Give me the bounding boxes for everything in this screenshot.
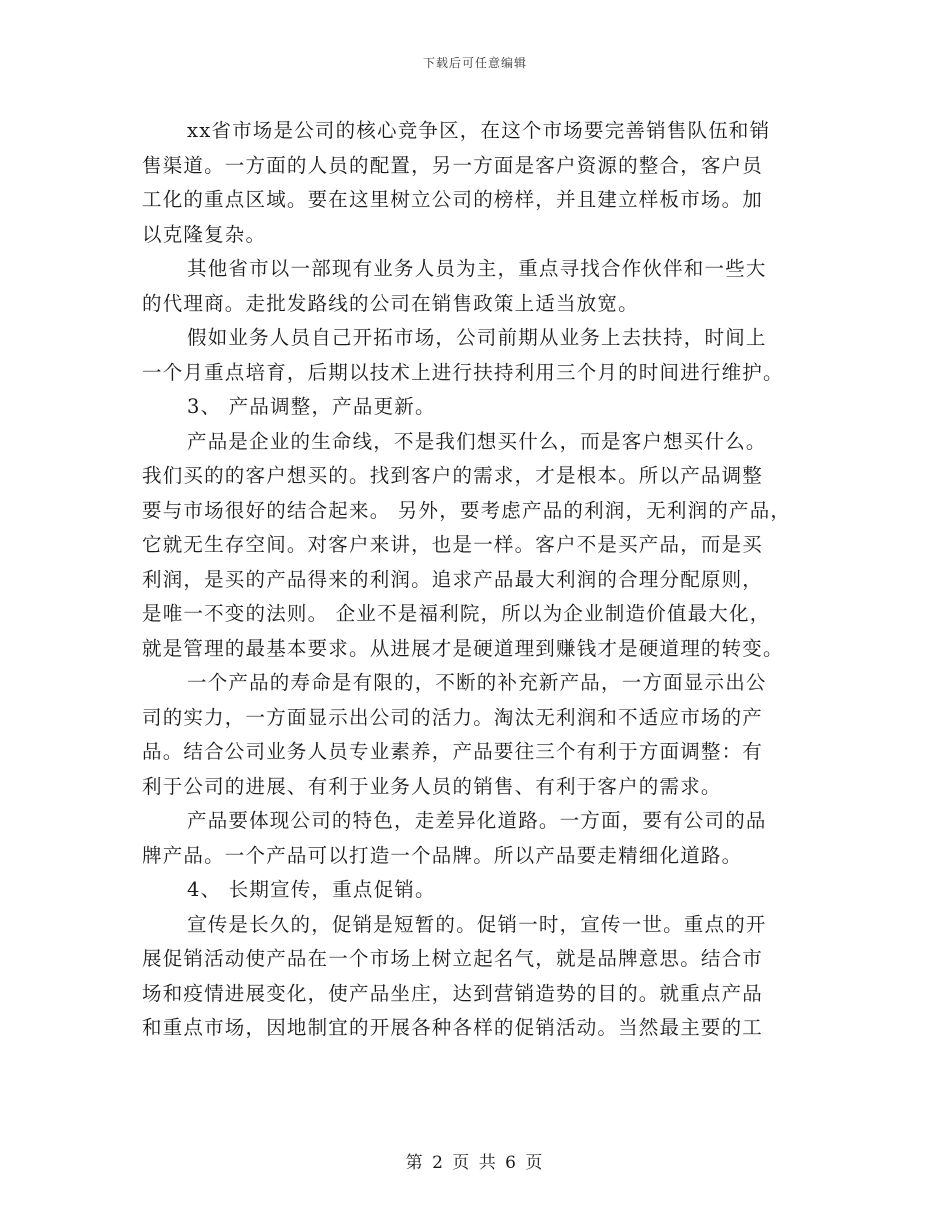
text-line: 我们买的的客户想买的。找到客户的需求，才是根本。所以产品调整 (142, 464, 764, 487)
text-line: 是唯一不变的法则。 企业不是福利院，所以为企业制造价值最大化， (142, 602, 771, 625)
document-body (142, 114, 822, 1046)
text-line: 以克隆复杂。 (142, 222, 267, 246)
text-line: 场和疫情进展变化，使产品坐庄，达到营销造势的目的。就重点产品 (142, 981, 764, 1005)
text-line: 要与市场很好的结合起来。 另外，要考虑产品的利润，无利润的产品， (142, 498, 792, 522)
text-line: 利于公司的进展、有利于业务人员的销售、有利于客户的需求。 (142, 774, 722, 798)
text-line: 工化的重点区域。要在这里树立公司的榜样，并且建立样板市场。加 (142, 188, 764, 211)
text-line: 一个产品的寿命是有限的，不断的补充新产品，一方面显示出公 (187, 671, 767, 694)
text-line: 假如业务人员自己开拓市场，公司前期从业务上去扶持，时间上 (187, 326, 767, 349)
page-footer: 第 2 页 共 6 页 (405, 1153, 545, 1173)
text-line: 的代理商。走批发路线的公司在销售政策上适当放宽。 (142, 291, 639, 315)
text-line: 一个月重点培育，后期以技术上进行扶持利用三个月的时间进行维护。 (142, 360, 784, 384)
text-line: 售渠道。一方面的人员的配置，另一方面是客户资源的整合，客户员 (142, 153, 764, 177)
text-line: 产品要体现公司的特色，走差异化道路。一方面，要有公司的品 (187, 809, 767, 832)
text-line: 产品是企业的生命线，不是我们想买什么，而是客户想买什么。 (187, 429, 767, 453)
text-line: 和重点市场，因地制宜的开展各种各样的促销活动。当然最主要的工 (142, 1016, 764, 1039)
text-line: 其他省市以一部现有业务人员为主，重点寻找合作伙伴和一些大 (187, 257, 767, 280)
text-line: 牌产品。一个产品可以打造一个品牌。所以产品要走精细化道路。 (142, 843, 743, 867)
text-line: 3、 产品调整，产品更新。 (187, 395, 436, 418)
text-line: xx省市场是公司的核心竞争区，在这个市场要完善销售队伍和销 (187, 119, 771, 142)
text-line: 4、 长期宣传，重点促销。 (187, 878, 436, 901)
text-line: 就是管理的最基本要求。从进展才是硬道理到赚钱才是硬道理的转变。 (142, 636, 784, 660)
text-line: 它就无生存空间。对客户来讲，也是一样。客户不是买产品，而是买 (142, 533, 764, 556)
text-line: 展促销活动使产品在一个市场上树立起名气，就是品牌意思。结合市 (142, 947, 764, 970)
page-header: 下载后可任意编辑 (422, 56, 527, 70)
text-line: 品。结合公司业务人员专业素养，产品要往三个有利于方面调整：有 (142, 740, 764, 763)
text-line: 司的实力，一方面显示出公司的活力。淘汰无利润和不适应市场的产 (142, 705, 764, 729)
text-line: 利润，是买的产品得来的利润。追求产品最大利润的合理分配原则， (142, 567, 764, 591)
text-line: 宣传是长久的，促销是短暂的。促销一时，宣传一世。重点的开 (187, 912, 767, 936)
